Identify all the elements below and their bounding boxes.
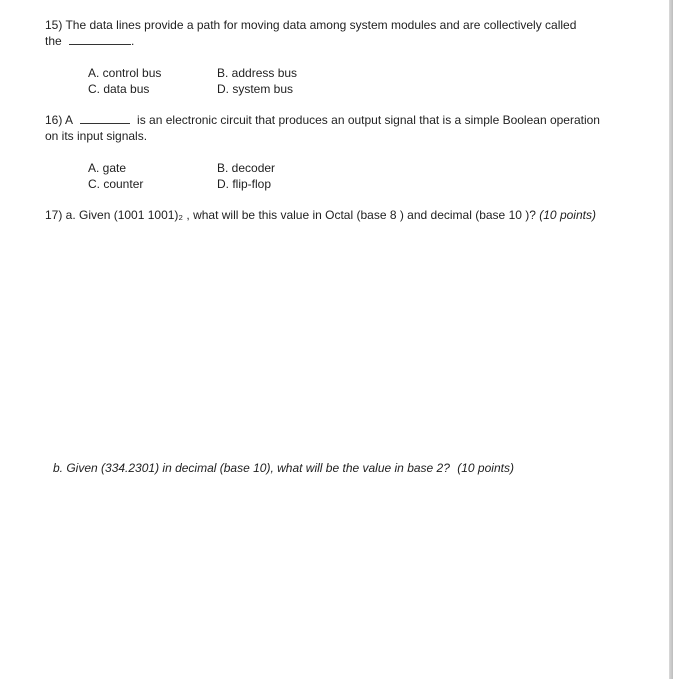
question-16-line-1	[45, 112, 625, 128]
q16-option-d: D. flip-flop	[217, 177, 272, 191]
question-15-text-start: the	[45, 34, 62, 48]
answer-blank	[80, 113, 130, 124]
page-edge-shadow	[669, 0, 673, 679]
q15-option-d: D. system bus	[217, 82, 294, 96]
question-15-text-end: .	[131, 34, 135, 48]
q16-option-a: A. gate	[88, 161, 127, 175]
q16-option-c: C. counter	[88, 177, 144, 191]
question-15-text: 15) The data lines provide a path for moving data among system modules and are collectively called	[45, 18, 577, 32]
q16-option-b: B. decoder	[217, 161, 276, 175]
question-16-text-start: 16) A	[45, 113, 73, 127]
q15-option-a: A. control bus	[88, 66, 162, 80]
question-16-text-end: is an electronic circuit that produces an output signal that is a simple Boolean operation	[137, 113, 600, 127]
q15-option-b: B. address bus	[217, 66, 298, 80]
question-15-line-1	[45, 17, 625, 33]
q15-option-c: C. data bus	[88, 82, 150, 96]
question-17b-text: b. Given (334.2301) in decimal (base 10), what will be the value in base 2?	[53, 461, 450, 475]
question-15-line-2	[45, 33, 625, 49]
question-17a	[45, 207, 625, 223]
question-17b-points: (10 points)	[457, 461, 514, 475]
question-16-line-2	[45, 128, 625, 144]
question-17a-points: (10 points)	[539, 208, 596, 222]
question-17a-text: 17) a. Given (1001 1001)₂ , what will be this value in Octal (base 8 ) and decimal (base 10 )?	[45, 208, 536, 222]
question-17b	[53, 460, 633, 476]
question-16-text-continued: on its input signals.	[45, 129, 148, 143]
answer-blank	[69, 34, 131, 45]
